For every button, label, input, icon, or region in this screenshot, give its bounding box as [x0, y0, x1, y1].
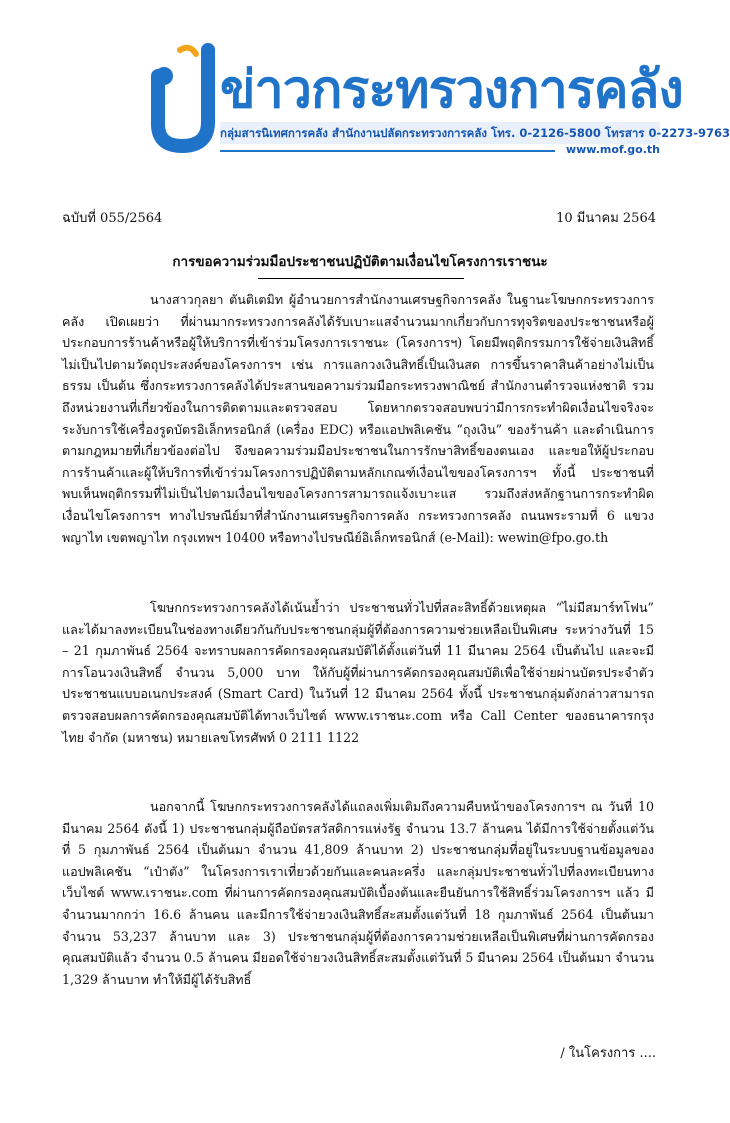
body-paragraph-3: นอกจากนี้ โฆษกกระทรวงการคลังได้แถลงเพิ่มเติมถึงความคืบหน้าของโครงการฯ ณ วันที่ 10 มีนาคม 2564 ดังนี้ 1) ประชาชนกลุ่มผู้ถือบัตรสวัสดิการแห่งรัฐ จำนวน 13.7 ล้านคน ได้มีการใช้จ่ายตั้งแต่วันที่ 5 กุมภาพันธ์ 2564 เป็นต้นมา จำนวน 41,809 ล้านบาท 2) ประชาชนกลุ่มที่อยู่ในระบบฐานข้อมูลของแอปพลิเคชัน “เป๋าตัง” ในโครงการเราเที่ยวด้วยกันและคนละครึ่ง และกลุ่มประชาชนทั่วไปที่ลงทะเบียนทางเว็บไซต์ www.เราชนะ.com ที่ผ่านการคัดกรองคุณสมบัติเบื้องต้นและยืนยันการใช้สิทธิ์ร่วมโครงการฯ แล้ว มีจำนวนมากกว่า 16.6 ล้านคน และมีการใช้จ่ายวงเงินสิทธิ์สะสมตั้งแต่วันที่ 18 กุมภาพันธ์ 2564 เป็นต้นมา จำนวน 53,237 ล้านบาท และ 3) ประชาชนกลุ่มผู้ที่ต้องการความช่วยเหลือเป็นพิเศษที่ผ่านการคัดกรองคุณสมบัติแล้ว จำนวน 0.5 ล้านคน มียอดใช้จ่ายวงเงินสิทธิ์สะสมตั้งแต่วันที่ 5 มีนาคม 2564 เป็นต้นมา จำนวน 1,329 ล้านบาท ทำให้มีผู้ได้รับสิทธิ์	[62, 799, 654, 987]
masthead-title: ข่าวกระทรวงการคลัง	[220, 60, 683, 120]
body-paragraph-2: โฆษกกระทรวงการคลังได้เน้นย้ำว่า ประชาชนทั่วไปที่สละสิทธิ์ด้วยเหตุผล “ไม่มีสมาร์ทโฟน” และได้มาลงทะเบียนในช่องทางเดียวกันกับประชาชนกลุ่มผู้ที่ต้องการความช่วยเหลือเป็นพิเศษ ระหว่างวันที่ 15 – 21 กุมภาพันธ์ 2564 จะทราบผลการคัดกรองคุณสมบัติได้ตั้งแต่วันที่ 11 มีนาคม 2564 เป็นต้นไป และจะมีการโอนวงเงินสิทธิ์ จำนวน 5,000 บาท ให้กับผู้ที่ผ่านการคัดกรองคุณสมบัติเพื่อใช้จ่ายผ่านบัตรประจำตัวประชาชนแบบอเนกประสงค์ (Smart Card) ในวันที่ 12 มีนาคม 2564 ทั้งนี้ ประชาชนกลุ่มดังกล่าวสามารถตรวจสอบผลการคัดกรองคุณสมบัติได้ทางเว็บไซต์ www.เราชนะ.com หรือ Call Center ของธนาคารกรุงไทย จำกัด (มหาชน) หมายเลขโทรศัพท์ 0 2111 1122	[62, 600, 654, 745]
continuation-marker: / ในโครงการ ....	[560, 1046, 656, 1061]
issue-date: 10 มีนาคม 2564	[556, 211, 656, 226]
ministry-logo-mark	[150, 46, 220, 161]
document-title: การขอความร่วมมือประชาชนปฏิบัติตามเงื่อนไขโครงการเราชนะ	[172, 254, 548, 270]
masthead-website: www.mof.go.th	[565, 143, 660, 156]
masthead	[60, 38, 730, 168]
masthead-rule	[220, 150, 555, 152]
issue-number: ฉบับที่ 055/2564	[62, 211, 163, 226]
body-paragraph-1: นางสาวกุลยา ตันติเตมิท ผู้อำนวยการสำนักงานเศรษฐกิจการคลัง ในฐานะโฆษกกระทรวงการคลัง เปิดเผยว่า ที่ผ่านมากระทรวงการคลังได้รับเบาะแสจำนวนมากเกี่ยวกับการทุจริตของประชาชนหรือผู้ประกอบการร้านค้าหรือผู้ให้บริการที่เข้าร่วมโครงการเราชนะ (โครงการฯ) โดยมีพฤติกรรมการใช้จ่ายเงินสิทธิ์ไม่เป็นไปตามวัตถุประสงค์ของโครงการฯ เช่น การแลกวงเงินสิทธิ์เป็นเงินสด การขึ้นราคาสินค้าอย่างไม่เป็นธรรม เป็นต้น ซึ่งกระทรวงการคลังได้ประสานขอความร่วมมือกระทรวงพาณิชย์ สำนักงานตำรวจแห่งชาติ รวมถึงหน่วยงานที่เกี่ยวข้องในการติดตามและตรวจสอบ โดยหากตรวจสอบพบว่ามีการกระทำผิดเงื่อนไขจริงจะระงับการใช้เครื่องรูดบัตรอิเล็กทรอนิกส์ (เครื่อง EDC) หรือแอปพลิเคชัน “ถุงเงิน” ของร้านค้า และดำเนินการตามกฎหมายที่เกี่ยวข้องต่อไป จึงขอความร่วมมือประชาชนในการรักษาสิทธิ์ของตนเอง และขอให้ผู้ประกอบการร้านค้าและผู้ให้บริการที่เข้าร่วมโครงการปฏิบัติตามหลักเกณฑ์เงื่อนไขของโครงการฯ ทั้งนี้ ประชาชนที่พบเห็นพฤติกรรมที่ไม่เป็นไปตามเงื่อนไขของโครงการสามารถแจ้งเบาะแส รวมถึงส่งหลักฐานการกระทำผิดเงื่อนไขโครงการฯ ทางไปรษณีย์มาที่สำนักงานเศรษฐกิจการคลัง กระทรวงการคลัง ถนนพระรามที่ 6 แขวงพญาไท เขตพญาไท กรุงเทพฯ 10400 หรือทางไปรษณีย์อิเล็กทรอนิกส์ (e-Mail): wewin@fpo.go.th	[62, 292, 654, 545]
masthead-subtitle: กลุ่มสารนิเทศการคลัง สำนักงานปลัดกระทรวงการคลัง โทร. 0-2126-5800 โทรสาร 0-2273-9763	[220, 126, 730, 140]
title-underline	[258, 278, 464, 279]
